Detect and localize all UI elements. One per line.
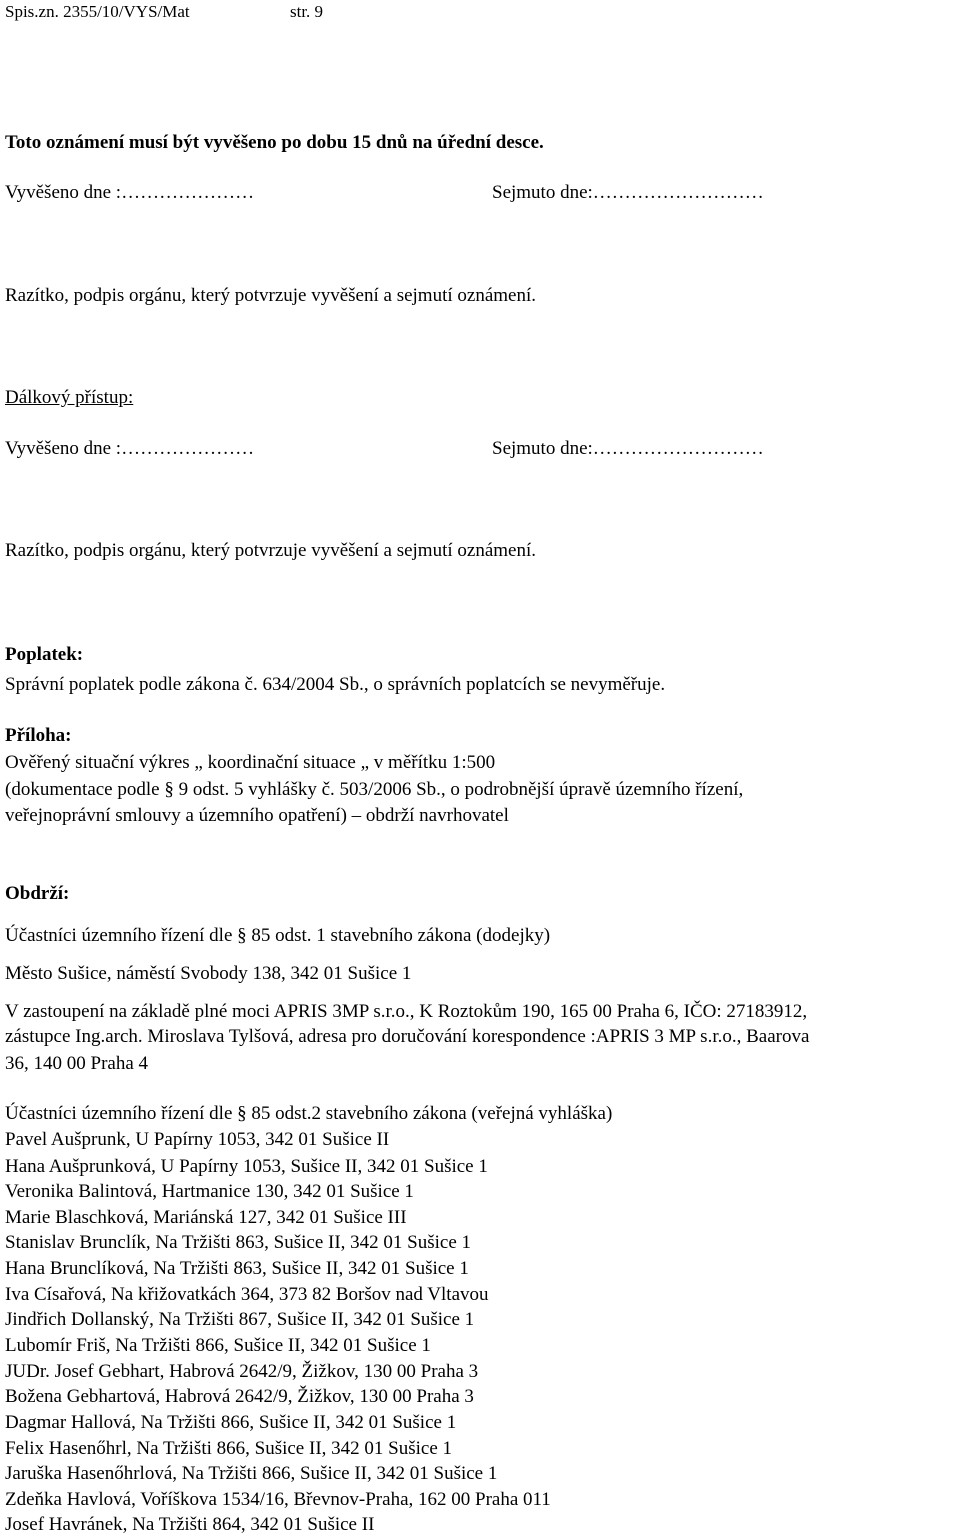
attachment-line: veřejnoprávní smlouvy a územního opatření) – obdrží navrhovatel xyxy=(5,805,509,826)
stamp-instruction: Razítko, podpis orgánu, který potvrzuje vyvěšení a sejmutí oznámení. xyxy=(5,285,536,306)
fee-text: Správní poplatek podle zákona č. 634/2004 Sb., o správních poplatcích se nevyměřuje. xyxy=(5,674,666,695)
remote-stamp-instruction: Razítko, podpis orgánu, který potvrzuje vyvěšení a sejmutí oznámení. xyxy=(5,540,536,561)
fee-heading: Poplatek: xyxy=(5,644,84,665)
removed-date-field: Sejmuto dne:……………………… xyxy=(492,182,764,203)
recipient-item: Hana Aušprunková, U Papírny 1053, Sušice II, 342 01 Sušice 1 xyxy=(5,1156,488,1177)
recipient-item: Stanislav Brunclík, Na Tržišti 863, Sušice II, 342 01 Sušice 1 xyxy=(5,1232,472,1253)
recipient-item: Pavel Aušprunk, U Papírny 1053, 342 01 Sušice II xyxy=(5,1129,390,1150)
recipients-heading: Obdrží: xyxy=(5,883,70,904)
group1-rep-line: V zastoupení na základě plné moci APRIS 3MP s.r.o., K Roztokům 190, 165 00 Praha 6, IČO: 27183912, xyxy=(5,1001,808,1022)
group1-title: Účastníci územního řízení dle § 85 odst. 1 stavebního zákona (dodejky) xyxy=(5,925,551,946)
recipient-item: Iva Císařová, Na křižovatkách 364, 373 82 Boršov nad Vltavou xyxy=(5,1284,489,1305)
attachment-line: Ověřený situační výkres „ koordinační situace „ v měřítku 1:500 xyxy=(5,752,496,773)
recipient-item: JUDr. Josef Gebhart, Habrová 2642/9, Žižkov, 130 00 Praha 3 xyxy=(5,1361,479,1382)
recipient-item: Josef Havránek, Na Tržišti 864, 342 01 Sušice II xyxy=(5,1514,375,1535)
recipient-item: Lubomír Friš, Na Tržišti 866, Sušice II, 342 01 Sušice 1 xyxy=(5,1335,431,1356)
group1-rep-line: zástupce Ing.arch. Miroslava Tylšová, adresa pro doručování korespondence :APRIS 3 MP s.r.o., Baarova xyxy=(5,1026,810,1047)
group1-rep-line: 36, 140 00 Praha 4 xyxy=(5,1053,149,1074)
recipient-item: Dagmar Hallová, Na Tržišti 866, Sušice II, 342 01 Sušice 1 xyxy=(5,1412,457,1433)
attachment-heading: Příloha: xyxy=(5,725,72,746)
recipient-item: Marie Blaschková, Mariánská 127, 342 01 Sušice III xyxy=(5,1207,407,1228)
recipient-item: Veronika Balintová, Hartmanice 130, 342 01 Sušice 1 xyxy=(5,1181,414,1202)
posted-date-field: Vyvěšeno dne :………………… xyxy=(5,182,255,203)
recipient-item: Jindřich Dollanský, Na Tržišti 867, Sušice II, 342 01 Sušice 1 xyxy=(5,1309,475,1330)
recipient-item: Hana Brunclíková, Na Tržišti 863, Sušice II, 342 01 Sušice 1 xyxy=(5,1258,469,1279)
remote-posted-date-field: Vyvěšeno dne :………………… xyxy=(5,438,255,459)
attachment-line: (dokumentace podle § 9 odst. 5 vyhlášky č. 503/2006 Sb., o podrobnější úpravě územního řízení, xyxy=(5,779,744,800)
page-number: str. 9 xyxy=(290,2,324,21)
group2-title: Účastníci územního řízení dle § 85 odst.2 stavebního zákona (veřejná vyhláška) xyxy=(5,1103,613,1124)
recipient-item: Jaruška Hasenőhrlová, Na Tržišti 866, Sušice II, 342 01 Sušice 1 xyxy=(5,1463,498,1484)
notice-title: Toto oznámení musí být vyvěšeno po dobu 15 dnů na úřední desce. xyxy=(5,132,544,153)
recipient-item: Felix Hasenőhrl, Na Tržišti 866, Sušice II, 342 01 Sušice 1 xyxy=(5,1438,453,1459)
remote-removed-date-field: Sejmuto dne:……………………… xyxy=(492,438,764,459)
recipient-item: Zdeňka Havlová, Voříškova 1534/16, Břevnov-Praha, 162 00 Praha 011 xyxy=(5,1489,551,1510)
remote-access-heading: Dálkový přístup: xyxy=(5,387,134,408)
recipient-item: Božena Gebhartová, Habrová 2642/9, Žižkov, 130 00 Praha 3 xyxy=(5,1386,474,1407)
file-reference: Spis.zn. 2355/10/VYS/Mat xyxy=(5,2,190,21)
group1-city: Město Sušice, náměstí Svobody 138, 342 01 Sušice 1 xyxy=(5,963,412,984)
